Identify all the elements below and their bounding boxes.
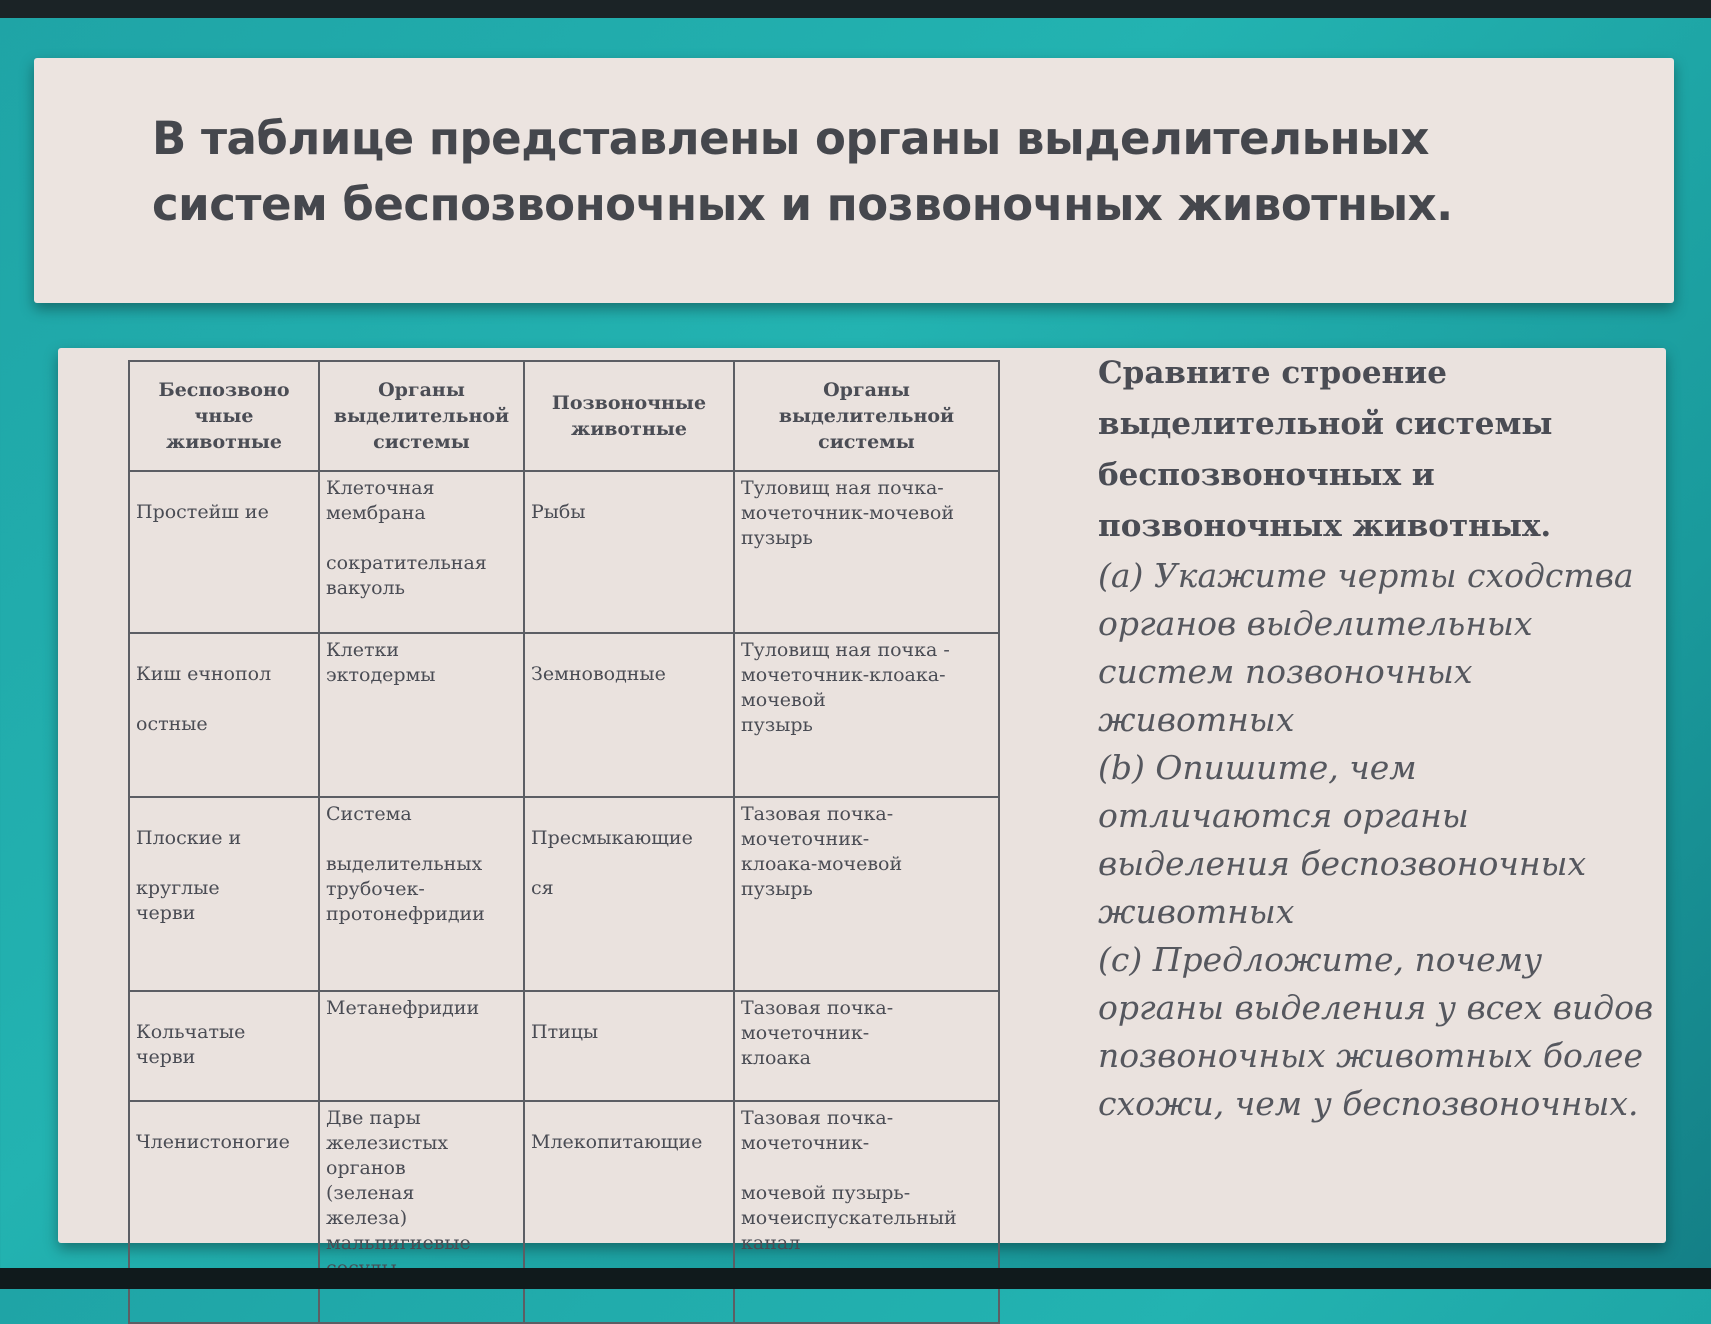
cell-text: Земноводные — [531, 663, 666, 685]
header-invertebrate-organs: Органы выделительной системы — [319, 361, 524, 471]
page-title — [152, 106, 1602, 238]
cell-vertebrate — [524, 1101, 734, 1323]
cell-spacer — [136, 687, 312, 712]
content-panel — [58, 348, 1666, 1254]
cell-text: черви — [136, 1046, 196, 1068]
cell-text: мочеточник-мочевой — [741, 502, 954, 524]
cell-invertebrate-organs — [319, 991, 524, 1101]
cell-text: сократительная — [326, 552, 487, 574]
cell-text: Две пары — [326, 1107, 421, 1129]
question-c — [1098, 936, 1658, 1128]
cell-spacer — [136, 851, 312, 876]
cell-spacer — [741, 1156, 992, 1181]
task-lead — [1098, 348, 1658, 552]
header-vertebrate-organs: Органы выделительной системы — [734, 361, 999, 471]
cell-text: Клетки — [326, 639, 400, 661]
cell-text: (зеленая — [326, 1182, 415, 1204]
cell-text: мочевой пузырь- — [741, 1182, 911, 1204]
question-b-line: животных — [1098, 892, 1295, 931]
cell-text: пузырь — [741, 527, 813, 549]
cell-text: трубочек- — [326, 878, 425, 900]
question-c-line: схожи, чем у беспозвоночных. — [1098, 1084, 1639, 1123]
table-body — [129, 471, 999, 1323]
cell-text: железа) — [326, 1207, 408, 1229]
cell-text: мочеиспускательный — [741, 1207, 957, 1229]
cell-text: мочеточник- — [741, 1132, 870, 1154]
cell-vertebrate — [524, 633, 734, 797]
cell-invertebrate — [129, 797, 319, 991]
cell-invertebrate-organs — [319, 1101, 524, 1323]
question-b-line: (b) Опишите, чем — [1098, 748, 1417, 787]
cell-text: Рыбы — [531, 501, 586, 523]
cell-vertebrate-organs — [734, 1101, 999, 1323]
cell-text: мальпигиевые — [326, 1232, 471, 1254]
cell-vertebrate-organs — [734, 991, 999, 1101]
question-c-line: органы выделения у всех видов — [1098, 988, 1654, 1027]
header-invertebrates: Беспозвоно чные животные — [129, 361, 319, 471]
cell-text: мембрана — [326, 502, 426, 524]
question-a-line: животных — [1098, 700, 1295, 739]
cell-text: Членистоногие — [136, 1131, 290, 1153]
question-c-line: позвоночных животных более — [1098, 1036, 1643, 1075]
cell-spacer — [326, 827, 517, 852]
cell-text: Млекопитающие — [531, 1131, 703, 1153]
cell-text: круглые — [136, 877, 220, 899]
cell-invertebrate-organs — [319, 633, 524, 797]
cell-text: Туловищ ная почка - — [741, 639, 950, 661]
question-a-line: органов выделительных — [1098, 604, 1533, 643]
cell-text: выделительных — [326, 853, 483, 875]
question-a-line: (а) Укажите черты сходства — [1098, 556, 1634, 595]
cell-text: органов — [326, 1157, 406, 1179]
cell-text: Метанефридии — [326, 997, 480, 1019]
task-lead-line: беспозвоночных и — [1098, 457, 1435, 493]
cell-text: клоака-мочевой — [741, 853, 903, 875]
task-lead-line: выделительной системы — [1098, 406, 1553, 442]
cell-text: Простейш ие — [136, 501, 269, 523]
cell-text: Пресмыкающие — [531, 827, 693, 849]
table-row — [129, 797, 999, 991]
cell-text: Система — [326, 803, 412, 825]
cell-spacer — [531, 851, 727, 876]
page-title-line-2: систем беспозвоночных и позвоночных животных. — [152, 178, 1453, 231]
cell-text: ся — [531, 877, 554, 899]
cell-text: остные — [136, 713, 208, 735]
cell-text: мочевой — [741, 689, 826, 711]
excretory-organs-table — [128, 360, 1000, 1324]
cell-invertebrate — [129, 991, 319, 1101]
cell-text: протонефридии — [326, 903, 485, 925]
question-b-line: выделения беспозвоночных — [1098, 844, 1587, 883]
question-a-line: систем позвоночных — [1098, 652, 1473, 691]
question-b-line: отличаются органы — [1098, 796, 1469, 835]
cell-invertebrate — [129, 633, 319, 797]
cell-text: Тазовая почка- — [741, 803, 894, 825]
cell-text: железистых — [326, 1132, 449, 1154]
question-a — [1098, 552, 1658, 744]
table-row — [129, 471, 999, 633]
cell-text: Тазовая почка- — [741, 997, 894, 1019]
cell-text: пузырь — [741, 714, 813, 736]
task-lead-line: Сравните строение — [1098, 355, 1447, 391]
cell-text: мочеточник- — [741, 828, 870, 850]
cell-text: пузырь — [741, 878, 813, 900]
cell-text: Тазовая почка- — [741, 1107, 894, 1129]
table-row — [129, 991, 999, 1101]
cell-text: черви — [136, 902, 196, 924]
cell-vertebrate — [524, 991, 734, 1101]
cell-invertebrate-organs — [319, 797, 524, 991]
cell-text: Киш ечнопол — [136, 663, 272, 685]
cell-text: Плоские и — [136, 827, 242, 849]
page-title-line-1: В таблице представлены органы выделительных — [152, 112, 1429, 165]
table-row — [129, 1101, 999, 1323]
cell-invertebrate-organs — [319, 471, 524, 633]
screen-bezel-bottom — [0, 1268, 1711, 1289]
questions-block — [1098, 348, 1658, 1128]
task-lead-line: позвоночных животных. — [1098, 508, 1552, 544]
cell-text: Туловищ ная почка- — [741, 477, 944, 499]
cell-spacer — [326, 526, 517, 551]
cell-vertebrate — [524, 797, 734, 991]
cell-text: эктодермы — [326, 664, 436, 686]
cell-text: мочеточник- — [741, 1022, 870, 1044]
cell-text: клоака — [741, 1047, 811, 1069]
cell-text: канал — [741, 1232, 801, 1254]
cell-vertebrate-organs — [734, 633, 999, 797]
cell-vertebrate-organs — [734, 797, 999, 991]
question-b — [1098, 744, 1658, 936]
cell-text: мочеточник-клоака- — [741, 664, 946, 686]
cell-text: Кольчатые — [136, 1021, 246, 1043]
header-vertebrates: Позвоночные животные — [524, 361, 734, 471]
cell-text: Клеточная — [326, 477, 435, 499]
screen-bezel-top — [0, 0, 1711, 18]
cell-invertebrate — [129, 471, 319, 633]
cell-invertebrate — [129, 1101, 319, 1323]
cell-vertebrate-organs — [734, 471, 999, 633]
cell-vertebrate — [524, 471, 734, 633]
cell-text: Птицы — [531, 1021, 599, 1043]
cell-text: вакуоль — [326, 577, 405, 599]
table-header-row — [129, 361, 999, 471]
question-c-line: (с) Предложите, почему — [1098, 940, 1543, 979]
table-row — [129, 633, 999, 797]
title-panel — [34, 58, 1674, 303]
